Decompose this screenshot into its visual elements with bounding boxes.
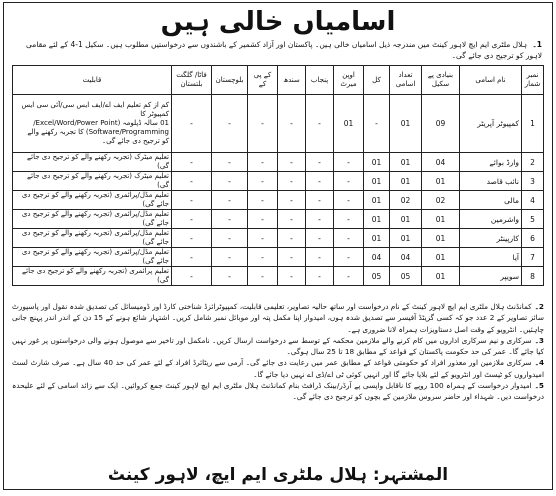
cell-qualification — [13, 95, 172, 153]
cell-total: 04 — [364, 248, 390, 267]
cell-kpk: - — [248, 191, 278, 210]
cell-sindh: - — [278, 229, 306, 248]
cell-total: 01 — [364, 153, 390, 172]
term-text: کمانڈنٹ ہلال ملٹری ایم ایچ لاہور کینٹ کے نام درخواست اور ساتھ حالیہ تصاویر، تعلیمی قابلیت، کمپیوٹرائزڈ شناختی کارڈ اور ڈومیسائل کی تصدیق شدہ نقول اور پاسپورٹ سائز تصاویر کے 2 عدد جو کہ کسی گزیٹڈ آفیسر سے تصدیق شدہ ہوں، امیدوار اپنا مکمل پتہ اور موبائل نمبر شامل کریں۔ اشتہار شائع ہونے کے 15 دن کے اندر اندر پہنچ جانی چاہئیں۔ انٹرویو کے وقت اصل دستاویزات ہمراہ لانا ضروری ہے۔ — [12, 302, 545, 334]
cell-sr: 5 — [522, 210, 544, 229]
header-kpk: کے پی کے — [248, 66, 278, 95]
table-header-row — [13, 66, 544, 95]
cell-fata: - — [172, 95, 212, 153]
cell-post: وارڈ بوائے — [460, 153, 522, 172]
page-title: اسامیاں خالی ہیں — [160, 7, 396, 37]
cell-sr: 7 — [522, 248, 544, 267]
cell-total: 01 — [364, 210, 390, 229]
cell-kpk: - — [248, 153, 278, 172]
cell-sindh: - — [278, 191, 306, 210]
cell-baloch: - — [212, 153, 248, 172]
cell-fata: - — [172, 267, 212, 286]
intro-number: 1۔ — [532, 40, 542, 49]
cell-sr: 1 — [522, 95, 544, 153]
cell-open: - — [334, 191, 364, 210]
qualification-line: Software/Programming) کا تجربہ رکھنے والے — [27, 128, 169, 136]
qualification-line: تعلیم پرائمری (تجربہ رکھنے والے کو ترجیح دی جائے گی) — [22, 267, 169, 284]
cell-qualification — [13, 267, 172, 286]
cell-kpk: - — [248, 210, 278, 229]
term-paragraph — [12, 357, 544, 380]
cell-punjab: - — [306, 229, 334, 248]
cell-fata: - — [172, 172, 212, 191]
qualification-line: تعلیم مڈل/پرائمری (تجربہ رکھنے والے کو ترجیح دی جائے گی) — [21, 210, 169, 227]
cell-qty: 01 — [390, 172, 422, 191]
cell-bps: 01 — [422, 229, 460, 248]
cell-post: مالی — [460, 191, 522, 210]
cell-kpk: - — [248, 248, 278, 267]
table-row — [13, 229, 544, 248]
header-balochistan: بلوچستان — [212, 66, 248, 95]
term-paragraph — [12, 301, 544, 335]
cell-qualification — [13, 153, 172, 172]
cell-fata: - — [172, 229, 212, 248]
qualification-line: کو ترجیح دی جائے گی۔ — [102, 137, 169, 145]
cell-baloch: - — [212, 210, 248, 229]
qualification-line: تعلیم مڈل/پرائمری (تجربہ رکھنے والے کو ترجیح دی جائے گی) — [21, 248, 169, 265]
cell-qualification — [13, 191, 172, 210]
cell-fata: - — [172, 210, 212, 229]
table-row — [13, 153, 544, 172]
cell-sindh: - — [278, 172, 306, 191]
cell-post: کمپیوٹر آپریٹر — [460, 95, 522, 153]
cell-bps: 01 — [422, 248, 460, 267]
header-sindh: سندھ — [278, 66, 306, 95]
header-sr: نمبر شمار — [522, 66, 544, 95]
term-number: 2۔ — [534, 302, 544, 311]
cell-post: نائب قاصد — [460, 172, 522, 191]
cell-open: - — [334, 248, 364, 267]
intro-text: ہلال ملٹری ایم ایچ لاہور کینٹ میں مندرجہ ذیل اسامیاں خالی ہیں۔ پاکستان اور آزاد کشمیر کے باشندوں سے درخواستیں مطلوب ہیں۔ سکیل 1-4 کے لئے مقامی لاہور کو ترجیح دی جائے گی۔ — [26, 40, 542, 60]
table-row — [13, 191, 544, 210]
term-text: سرکاری و نیم سرکاری اداروں میں کام کرنے والے ملازمین محکمہ کے توسط سے درخواست ارسال کریں۔ نامکمل اور تاخیر سے موصول ہونے والی درخواستوں پر غور نہیں کیا جائے گا۔ عمر کی حد حکومت پاکستان کے قواعد کے مطابق 18 تا 25 سال ہوگی۔ — [12, 335, 544, 357]
cell-punjab: - — [306, 248, 334, 267]
cell-open: 01 — [334, 95, 364, 153]
cell-qty: 01 — [390, 229, 422, 248]
cell-bps: 01 — [422, 267, 460, 286]
cell-kpk: - — [248, 267, 278, 286]
term-number: 3۔ — [534, 335, 544, 345]
cell-open: - — [334, 153, 364, 172]
cell-sr: 4 — [522, 191, 544, 210]
header-bps: بنیادی پے سکیل — [422, 66, 460, 95]
term-text: امیدوار درخواست کے ہمراہ 100 روپے کا ناقابل واپسی پے آرڈر/بینک ڈرافٹ بنام کمانڈنٹ ہلال ملٹری ایم ایچ لاہور کینٹ جمع کروائیں۔ ایک سے زائد اسامی کے لئے علیحدہ درخواست دیں۔ شہداء اور حاضر سروس ملازمین کے بچوں کو ترجیح دی جائے گی۔ — [12, 381, 544, 402]
cell-baloch: - — [212, 248, 248, 267]
term-paragraph — [12, 335, 544, 358]
terms-section — [12, 301, 544, 403]
cell-qualification — [13, 210, 172, 229]
cell-qty: 02 — [390, 191, 422, 210]
cell-sindh: - — [278, 153, 306, 172]
header-qty: تعداد اسامی — [390, 66, 422, 95]
table-row — [13, 248, 544, 267]
cell-open: - — [334, 172, 364, 191]
cell-post: واشرمین — [460, 210, 522, 229]
cell-open: - — [334, 229, 364, 248]
cell-fata: - — [172, 153, 212, 172]
cell-sindh: - — [278, 95, 306, 153]
cell-sr: 2 — [522, 153, 544, 172]
header-qualification: قابلیت — [13, 66, 172, 95]
cell-open: - — [334, 267, 364, 286]
cell-qty: 01 — [390, 95, 422, 153]
cell-sindh: - — [278, 210, 306, 229]
cell-post: کارپینٹر — [460, 229, 522, 248]
table-body — [13, 95, 544, 286]
cell-baloch: - — [212, 172, 248, 191]
cell-total: 05 — [364, 267, 390, 286]
cell-sr: 8 — [522, 267, 544, 286]
table-row — [13, 267, 544, 286]
header-fata-gb: فاٹا/ گلگت بلتستان — [172, 66, 212, 95]
job-advertisement — [3, 2, 553, 490]
cell-qualification — [13, 248, 172, 267]
table-row — [13, 95, 544, 153]
term-paragraph — [12, 380, 544, 403]
cell-baloch: - — [212, 191, 248, 210]
qualification-line: کم از کم تعلیم ایف اے/ایف ایس سی/آئی سی ایس کمپیوٹر کا — [21, 101, 169, 118]
header-post: نام اسامی — [460, 66, 522, 95]
cell-baloch: - — [212, 95, 248, 153]
cell-punjab: - — [306, 191, 334, 210]
intro-paragraph — [4, 39, 552, 63]
table-row — [13, 172, 544, 191]
header-total: کل — [364, 66, 390, 95]
qualification-line: تعلیم مڈل/پرائمری (تجربہ رکھنے والے کو ترجیح دی جائے گی) — [21, 191, 169, 208]
cell-baloch: - — [212, 229, 248, 248]
term-number: 5۔ — [534, 381, 544, 391]
cell-punjab: - — [306, 267, 334, 286]
cell-total: 01 — [364, 229, 390, 248]
vacancies-table — [12, 65, 544, 286]
header-open-merit: اوپن میرٹ — [334, 66, 364, 95]
cell-total: - — [364, 95, 390, 153]
cell-punjab: - — [306, 153, 334, 172]
cell-baloch: - — [212, 267, 248, 286]
cell-post: سویپر — [460, 267, 522, 286]
cell-punjab: - — [306, 172, 334, 191]
cell-fata: - — [172, 191, 212, 210]
cell-bps: 02 — [422, 191, 460, 210]
cell-kpk: - — [248, 95, 278, 153]
cell-qty: 05 — [390, 267, 422, 286]
cell-qualification — [13, 172, 172, 191]
advertiser-footer: المشتہر: ہلال ملٹری ایم ایچ، لاہور کینٹ — [107, 465, 449, 485]
cell-sindh: - — [278, 267, 306, 286]
cell-total: 01 — [364, 172, 390, 191]
cell-post: آیا — [460, 248, 522, 267]
cell-total: 01 — [364, 191, 390, 210]
cell-kpk: - — [248, 229, 278, 248]
cell-qty: 01 — [390, 210, 422, 229]
cell-qty: 04 — [390, 248, 422, 267]
cell-bps: 01 — [422, 172, 460, 191]
qualification-line: تعلیم مڈل/پرائمری (تجربہ رکھنے والے کو ترجیح دی جائے گی) — [21, 229, 169, 246]
qualification-line: تعلیم میٹرک (تجربہ رکھنے والے کو ترجیح دی جائے گی) — [27, 172, 169, 189]
cell-bps: 09 — [422, 95, 460, 153]
cell-punjab: - — [306, 210, 334, 229]
cell-bps: 01 — [422, 210, 460, 229]
cell-kpk: - — [248, 172, 278, 191]
term-text: سرکاری ملازمین اور معذور افراد کو حکومتی قواعد کے مطابق عمر میں رعایت دی جائے گی۔ آرمی سے ریٹائرڈ افراد کے لئے عمر کی حد 40 سال ہے۔ صرف شارٹ لسٹ امیدواروں کو ٹیسٹ اور انٹرویو کے لئے بلایا جائے گا اور انہیں کوئی ٹی اے/ڈی اے نہیں دیا جائے گا۔ — [12, 358, 544, 379]
cell-bps: 04 — [422, 153, 460, 172]
header-punjab: پنجاب — [306, 66, 334, 95]
term-number: 4۔ — [534, 358, 545, 368]
qualification-line: تعلیم میٹرک (تجربہ رکھنے والے کو ترجیح دی جائے گی) — [27, 153, 169, 170]
cell-open: - — [334, 210, 364, 229]
qualification-line: 01 سالہ ڈپلومہ (Excel/Word/Power Point/ — [33, 119, 169, 127]
cell-punjab: - — [306, 95, 334, 153]
table-row — [13, 210, 544, 229]
cell-qualification — [13, 229, 172, 248]
cell-sr: 3 — [522, 172, 544, 191]
cell-sr: 6 — [522, 229, 544, 248]
cell-fata: - — [172, 248, 212, 267]
cell-qty: 01 — [390, 153, 422, 172]
cell-sindh: - — [278, 248, 306, 267]
